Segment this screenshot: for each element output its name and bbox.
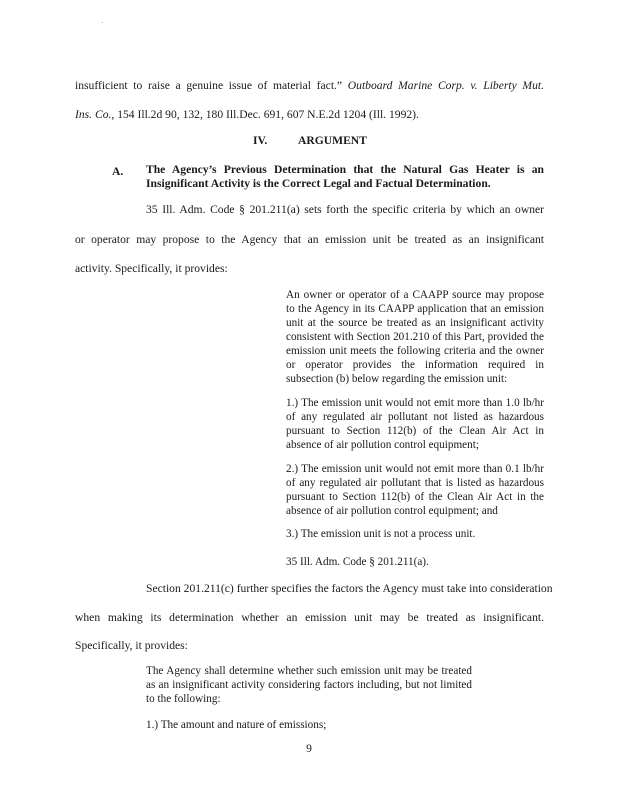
- section-title: ARGUMENT: [298, 134, 367, 147]
- intro-line-1-text: insufficient to raise a genuine issue of material fact.”: [75, 79, 348, 92]
- subsection-title: The Agency’s Previous Determination that the Natural Gas Heater is an Insignificant Activity is the Correct Legal and Factual Determination.: [146, 163, 544, 190]
- quote-1-item-3-block: [286, 527, 544, 541]
- quote-1-item-3: 3.) The emission unit is not a process unit.: [286, 528, 476, 540]
- section-number: IV.: [253, 134, 268, 147]
- paragraph-1-line-3: activity. Specifically, it provides:: [75, 262, 228, 275]
- quote-1-item-1-block: [286, 396, 544, 452]
- paragraph-1-line-2: or operator may propose to the Agency that an emission unit be treated as an insignificant: [75, 233, 544, 246]
- quote-2-item-1-block: [146, 718, 472, 732]
- quote-1-intro: An owner or operator of a CAAPP source may propose to the Agency in its CAAPP application that an emission unit at the source be treated as an insignificant activity consistent with Section 201.210 of this Part, provided the emission unit meets the following criteria and the owner or operator provides the information required in subsection (b) below regarding the emission unit:: [286, 289, 544, 385]
- block-quote-2: [146, 664, 472, 706]
- quote-1-item-2-block: [286, 462, 544, 518]
- paragraph-1-line-1: 35 Ill. Adm. Code § 201.211(a) sets forth the specific criteria by which an owner: [146, 203, 544, 216]
- paragraph-2-line-2: when making its determination whether an emission unit may be treated as insignificant.: [75, 611, 544, 624]
- intro-line-2: [75, 108, 419, 122]
- case-name-part-1: Outboard Marine Corp. v. Liberty Mut.: [347, 79, 544, 92]
- scan-mark: ·: [101, 19, 104, 27]
- quote-2-item-1: 1.) The amount and nature of emissions;: [146, 719, 327, 731]
- subsection-letter: A.: [112, 165, 124, 178]
- quote-2-intro: The Agency shall determine whether such emission unit may be treated as an insignificant activity considering factors including, but not limited to the following:: [146, 665, 472, 705]
- block-quote-1: [286, 288, 544, 386]
- quote-1-item-1: 1.) The emission unit would not emit more than 1.0 lb/hr of any regulated air pollutant not listed as hazardous pursuant to Section 112(b) of the Clean Air Act in absence of air pollution control equipment;: [286, 397, 544, 451]
- intro-line-1: [75, 79, 544, 93]
- quote-1-item-2: 2.) The emission unit would not emit more than 0.1 lb/hr of any regulated air pollutant that is listed as hazardous pursuant to Section 112(b) of the Clean Air Act in the absence of air pollution control equipment; and: [286, 463, 544, 517]
- paragraph-2-line-3: Specifically, it provides:: [75, 639, 188, 652]
- paragraph-2-line-1: Section 201.211(c) further specifies the factors the Agency must take into consideration: [146, 582, 553, 595]
- quote-1-citation-block: [286, 555, 544, 569]
- page-number: 9: [306, 742, 312, 755]
- case-citation: 154 Ill.2d 90, 132, 180 Ill.Dec. 691, 607 N.E.2d 1204 (Ill. 1992).: [114, 108, 419, 121]
- section-heading: [253, 134, 367, 147]
- case-name-part-2: Ins. Co.,: [75, 108, 115, 121]
- quote-1-citation: 35 Ill. Adm. Code § 201.211(a).: [286, 556, 429, 568]
